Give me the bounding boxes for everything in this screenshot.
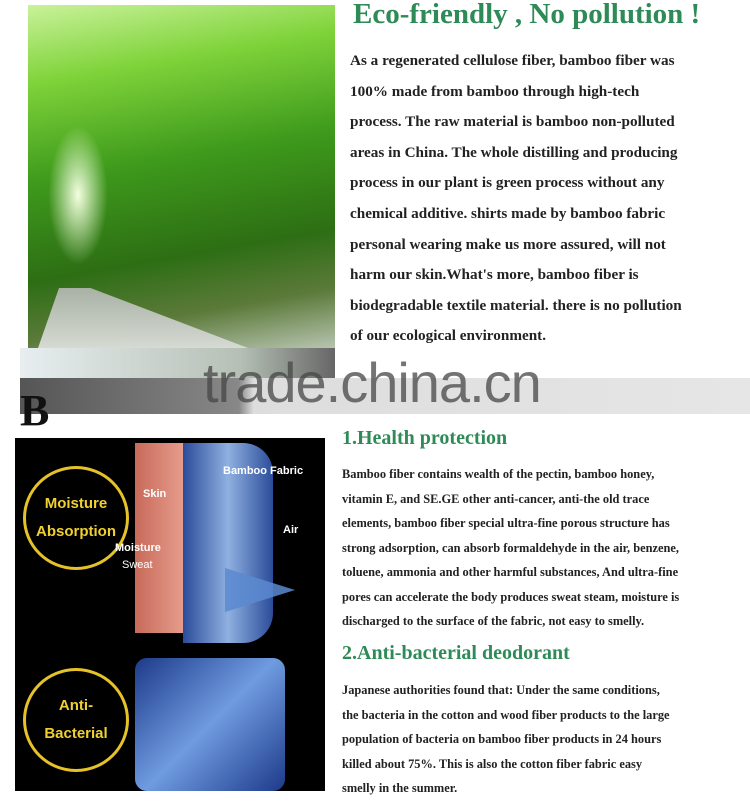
line: discharged to the surface of the fabric, not easy to smelly. <box>342 614 645 628</box>
anti-bacterial-heading: 2.Anti-bacterial deodorant <box>342 642 570 664</box>
bamboo-fabric-label: Bamboo Fabric <box>223 465 304 477</box>
anti-bacterial-text <box>342 678 742 801</box>
watermark: trade.china.cn <box>203 351 541 414</box>
line: toluene, ammonia and other harmful substances, And ultra-fine <box>342 565 679 579</box>
line: Japanese authorities found that: Under the same conditions, <box>342 683 660 697</box>
skin-layer <box>135 443 187 633</box>
line: killed about 75%. This is also the cotton fiber fabric easy <box>342 756 643 771</box>
skin-label: Skin <box>143 488 167 500</box>
sweat-label: Sweat <box>122 559 153 571</box>
line: elements, bamboo fiber special ultra-fine porous structure has <box>342 516 670 530</box>
bamboo-forest-photo <box>28 5 335 348</box>
line: biodegradable textile material. there is no pollution <box>350 296 682 314</box>
badge-text: Bacterial <box>44 725 108 742</box>
line: process. The raw material is bamboo non-polluted <box>350 113 675 131</box>
line: harm our skin.What's more, bamboo fiber is <box>350 266 639 284</box>
moisture-absorption-badge <box>23 466 129 570</box>
line: population of bacteria on bamboo fiber products in 24 hours <box>342 732 662 746</box>
line: As a regenerated cellulose fiber, bamboo fiber was <box>350 52 675 69</box>
health-protection-text <box>342 462 742 634</box>
line: vitamin E, and SE.GE other anti-cancer, anti-the old trace <box>342 491 650 506</box>
line: process in our plant is green process without any <box>350 174 665 192</box>
line: personal wearing make us more assured, will not <box>350 235 666 253</box>
badge-text: Absorption <box>36 523 116 540</box>
arrow-icon <box>225 568 295 612</box>
air-label: Air <box>283 524 299 536</box>
line: smelly in the summer. <box>342 781 458 795</box>
line: pores can accelerate the body produces sweat steam, moisture is <box>342 589 680 604</box>
badge-text: Moisture <box>44 495 108 512</box>
line: areas in China. The whole distilling and producing <box>350 143 678 161</box>
line: 100% made from bamboo through high-tech <box>350 82 640 100</box>
health-protection-heading: 1.Health protection <box>342 427 508 449</box>
badge-text: Anti- <box>58 697 94 714</box>
moisture-label: Moisture <box>115 542 161 554</box>
anti-bacterial-badge <box>23 668 129 772</box>
eco-paragraph <box>350 46 745 352</box>
line: chemical additive. shirts made by bamboo fabric <box>350 204 666 222</box>
line: the bacteria in the cotton and wood fiber products to the large <box>342 707 670 722</box>
eco-title: Eco-friendly , No pollution ! <box>353 0 701 30</box>
line: Bamboo fiber contains wealth of the pectin, bamboo honey, <box>342 467 655 481</box>
line: strong adsorption, can absorb formaldehyde in the air, benzene, <box>342 540 679 555</box>
line: of our ecological environment. <box>350 327 547 345</box>
decorative-letter: B <box>20 386 50 435</box>
fiber-illustration <box>135 658 285 791</box>
fabric-diagram <box>15 438 325 791</box>
